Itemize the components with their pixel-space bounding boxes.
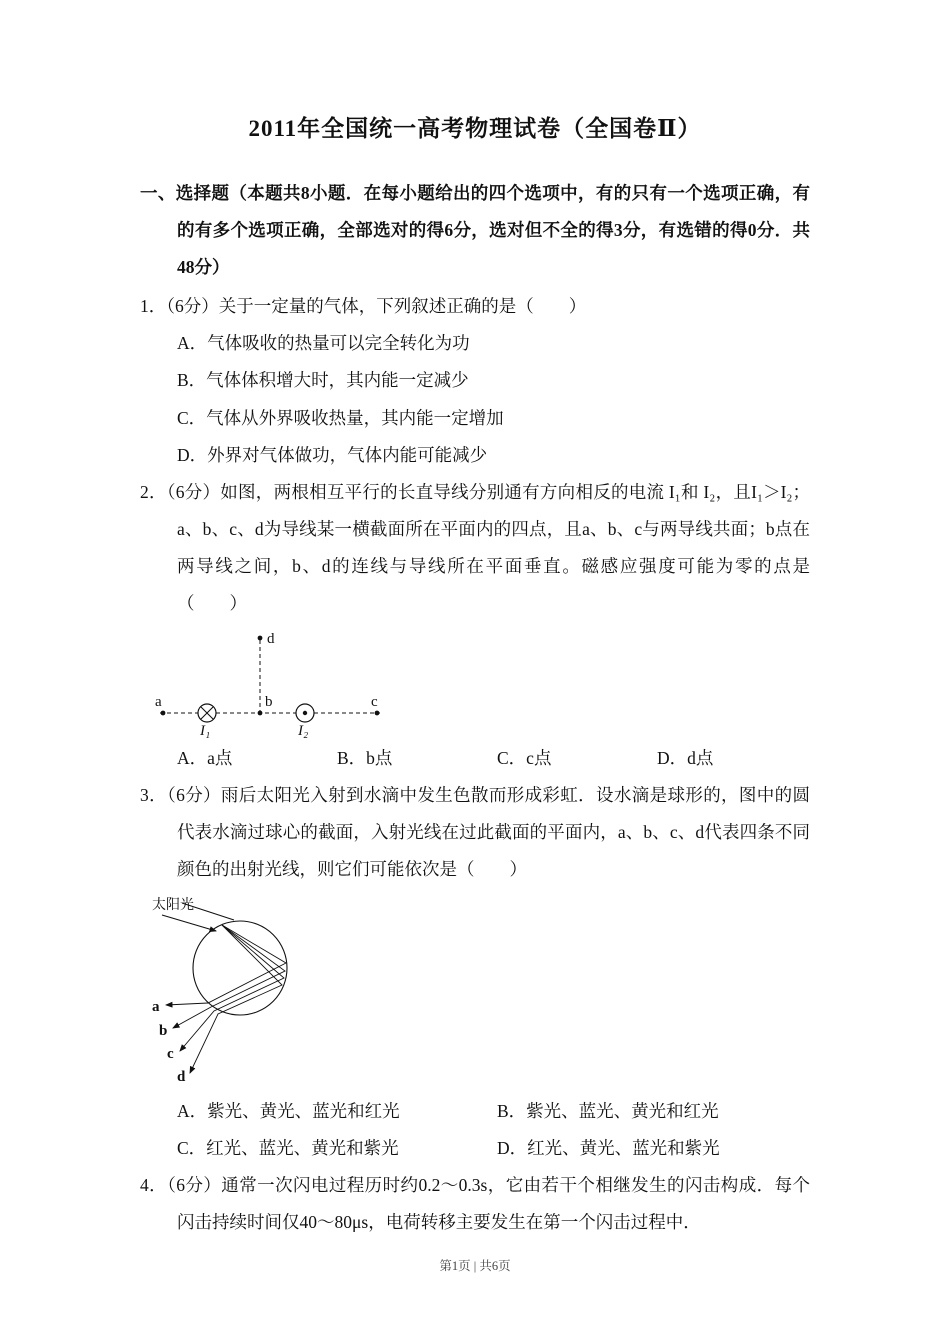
sunlight-label: 太阳光	[152, 897, 194, 913]
incoming-ray-1	[162, 915, 216, 931]
parallel-wires-diagram	[154, 628, 386, 738]
page-title: 2011年全国统一高考物理试卷（全国卷Ⅱ）	[248, 116, 702, 141]
section-one-heading: 一、选择题（本题共8小题．在每小题给出的四个选项中，有的只有一个选项正确，有的有多个选项正确，全部选对的得6分，选对但不全的得3分，有选错的得0分．共48分）	[140, 183, 810, 278]
question-2-stem: 2．（6分）如图，两根相互平行的长直导线分别通有方向相反的电流 I₁和 I₂，且I₁＞I₂；a、b、c、d为导线某一横截面所在平面内的四点，且a、b、c与两导线共面；b点在两导线之间，b、d的连线与导线所在平面垂直。磁感应强度可能为零的点是（ ）	[140, 481, 810, 614]
wire-i1-label: I₁	[200, 723, 211, 739]
point-d-label: d	[267, 631, 275, 648]
exit-ray-b	[173, 925, 285, 1028]
water-drop-dispersion-diagram	[148, 893, 368, 1091]
question-3-figure	[148, 893, 810, 1091]
exit-ray-a	[166, 925, 286, 1005]
ray-d-label: d	[177, 1068, 186, 1085]
exit-ray-c	[180, 925, 284, 1051]
ray-b-label: b	[159, 1022, 168, 1039]
current-into-page-symbol	[198, 704, 216, 722]
exit-ray-d	[190, 925, 282, 1073]
question-3-stem: 3．（6分）雨后太阳光入射到水滴中发生色散而形成彩虹．设水滴是球形的，图中的圆代表水滴过球心的截面，入射光线在过此截面的平面内，a、b、c、d代表四条不同颜色的出射光线，则它们可能依次是（ ）	[140, 785, 810, 880]
question-3	[140, 777, 810, 1166]
option-d: D．外界对气体做功，气体内能可能减少	[177, 444, 488, 465]
question-2	[140, 474, 810, 777]
ray-c-label: c	[167, 1045, 174, 1062]
option-d: D．红光、黄光、蓝光和紫光	[497, 1137, 720, 1158]
point-d-dot	[258, 636, 263, 641]
option-a: A．紫光、黄光、蓝光和红光	[177, 1100, 400, 1121]
current-out-of-page-symbol	[296, 704, 314, 722]
option-b: B．紫光、蓝光、黄光和红光	[497, 1100, 719, 1121]
point-b-label: b	[265, 694, 273, 711]
option-a: A．气体吸收的热量可以完全转化为功	[177, 333, 470, 354]
question-1-stem: 1．（6分）关于一定量的气体，下列叙述正确的是（ ）	[140, 296, 587, 317]
question-1-options	[177, 325, 810, 473]
point-c-label: c	[371, 694, 378, 711]
option-b: B．b点	[337, 748, 393, 769]
option-a: A．a点	[177, 748, 233, 769]
option-b: B．气体体积增大时，其内能一定减少	[177, 370, 469, 391]
ray-a-label: a	[152, 998, 160, 1015]
option-c: C．红光、蓝光、黄光和紫光	[177, 1137, 399, 1158]
point-c-dot	[375, 711, 380, 716]
option-d: D．d点	[657, 748, 714, 769]
question-4	[140, 1167, 810, 1241]
point-a-dot	[161, 711, 166, 716]
point-a-label: a	[155, 694, 162, 711]
question-2-options	[177, 740, 810, 777]
option-c: C．气体从外界吸收热量，其内能一定增加	[177, 407, 504, 428]
wire-i2-label: I₂	[298, 723, 309, 739]
question-4-stem: 4．（6分）通常一次闪电过程历时约0.2～0.3s，它由若干个相继发生的闪击构成．每个闪击持续时间仅40～80μs，电荷转移主要发生在第一个闪击过程中．	[140, 1174, 810, 1232]
question-3-options	[177, 1093, 810, 1167]
question-2-figure	[154, 628, 810, 738]
option-c: C．c点	[497, 748, 552, 769]
point-b-dot	[258, 711, 263, 716]
page-footer: 第1页 | 共6页	[439, 1259, 511, 1273]
question-1	[140, 288, 810, 473]
